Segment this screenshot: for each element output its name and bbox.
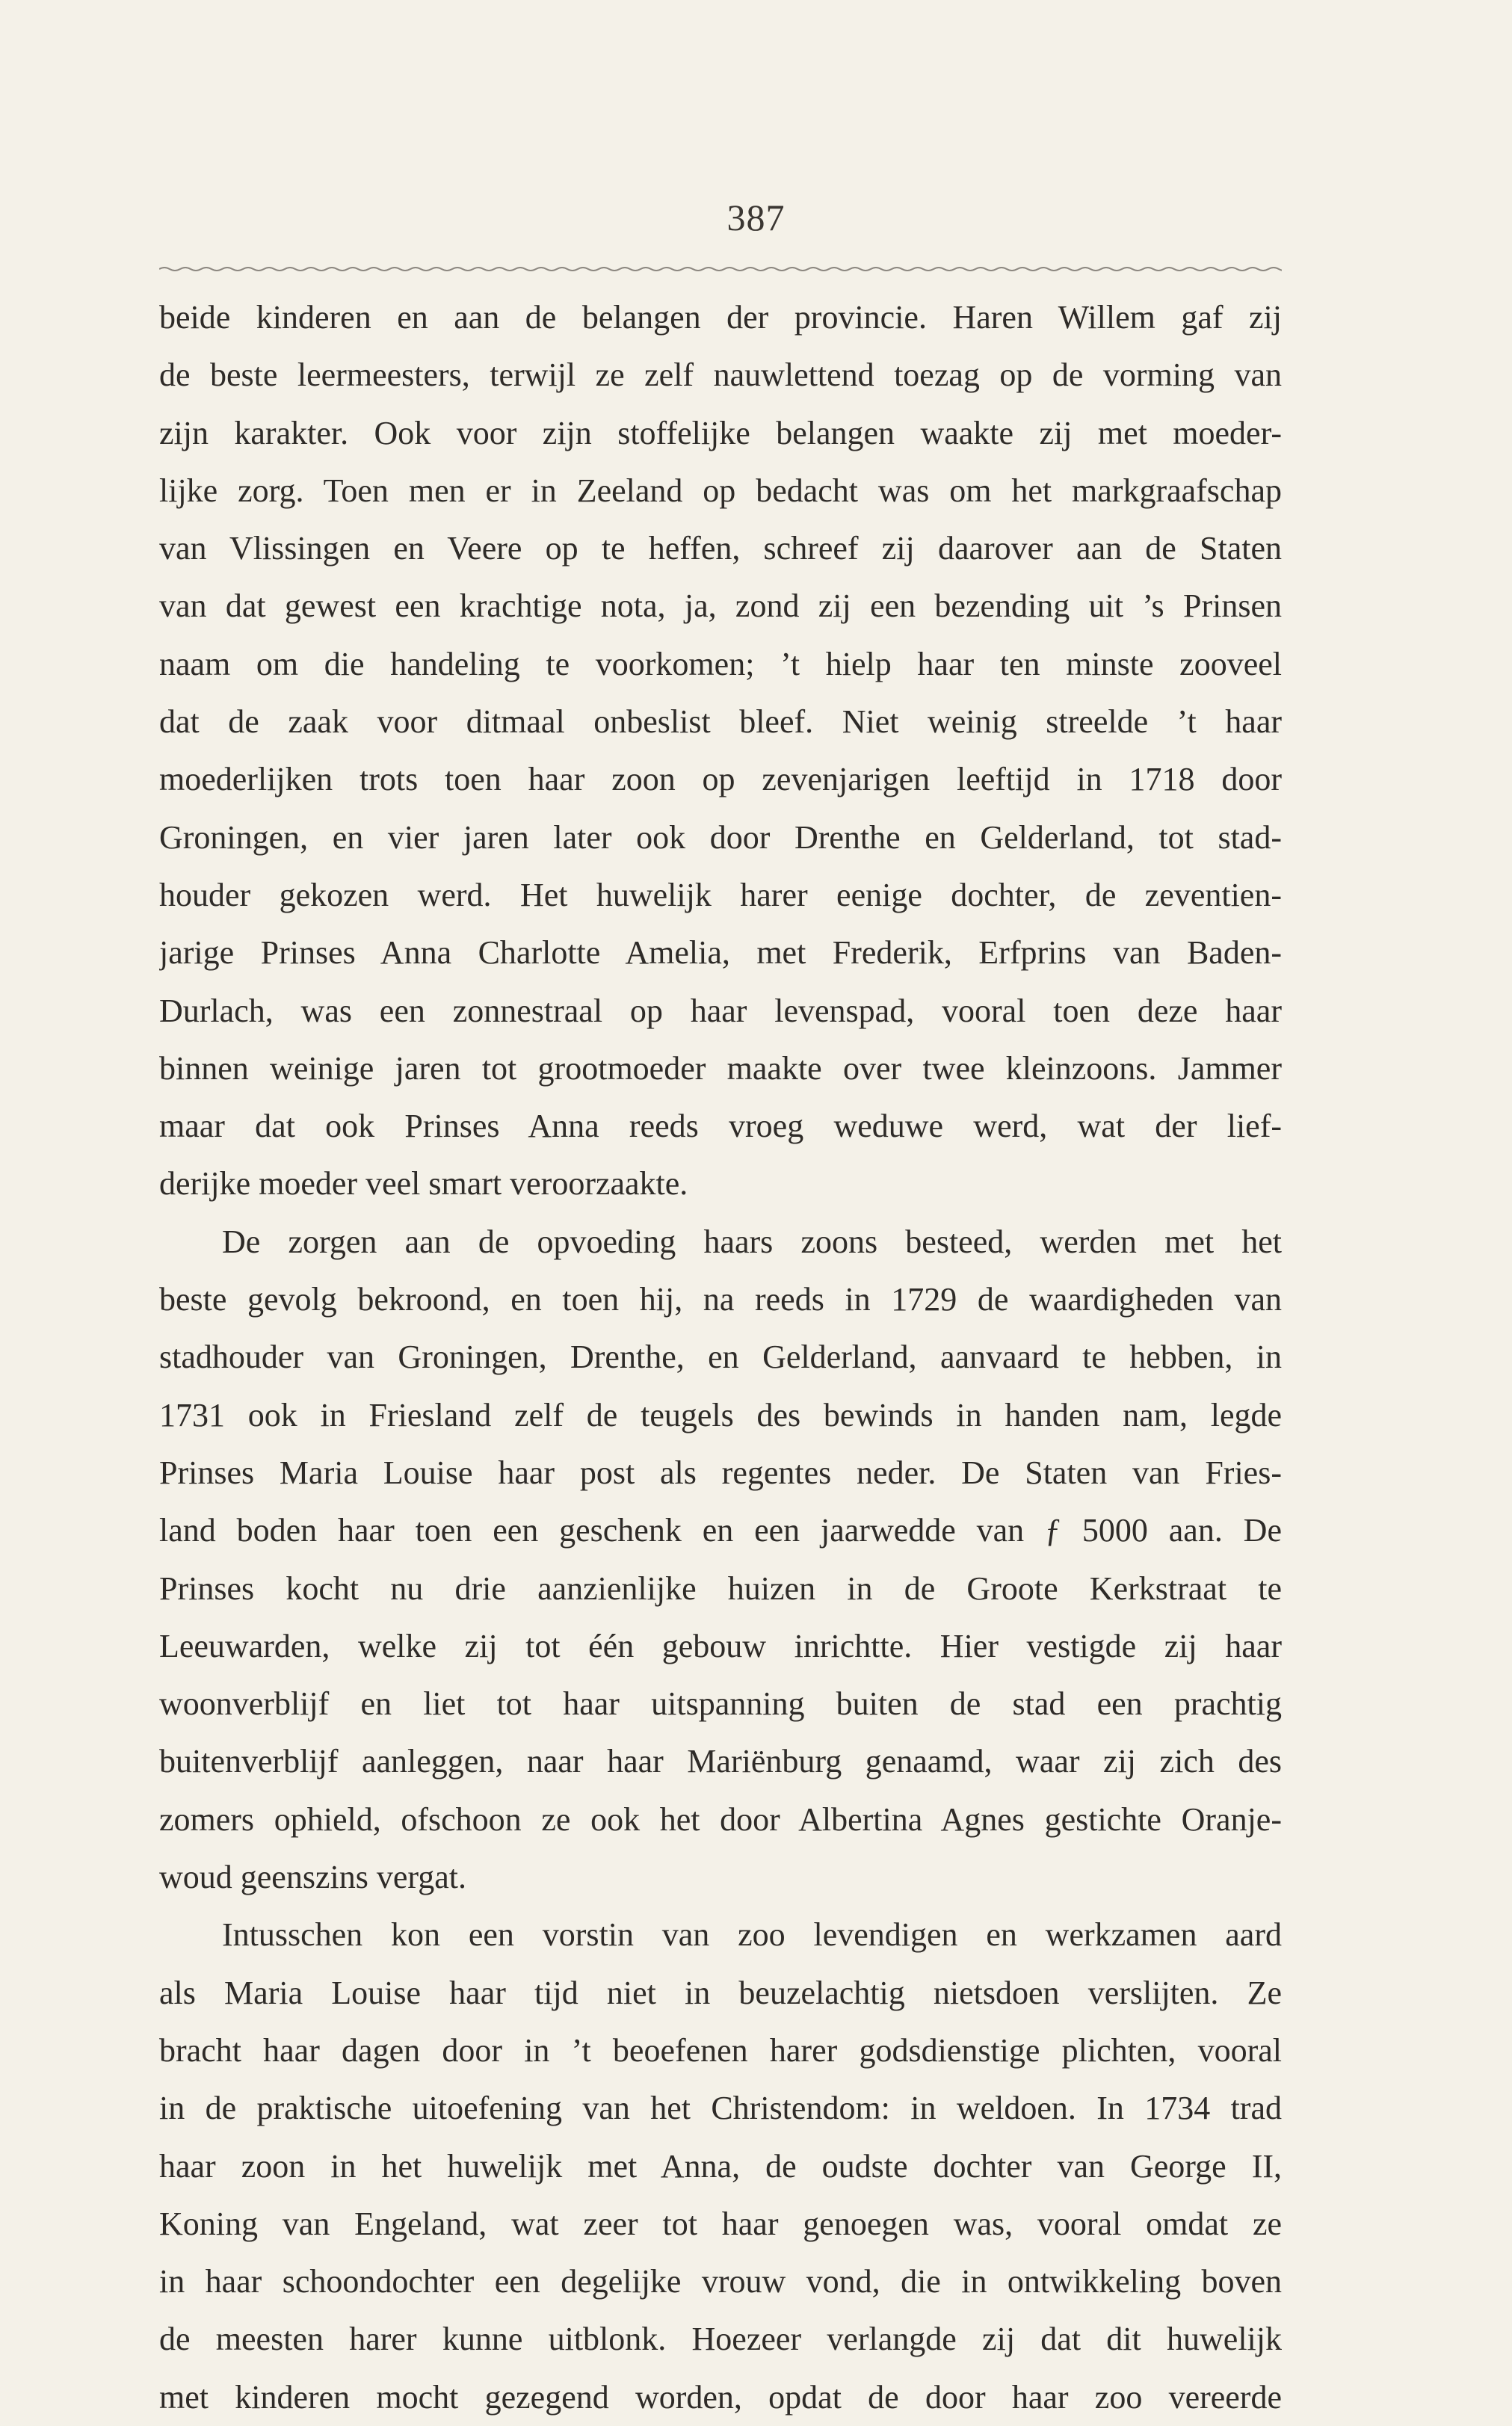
text-line: als Maria Louise haar tijd niet in beuzelachtig nietsdoen verslijten. Ze: [159, 1974, 1282, 2011]
text-line: Intusschen kon een vorstin van zoo levendigen en werkzamen aard: [222, 1916, 1282, 1954]
text-line: van dat gewest een krachtige nota, ja, zond zij een bezending uit ’s Prinsen: [159, 587, 1282, 625]
page-number: 387: [726, 197, 786, 238]
text-line: beide kinderen en aan de belangen der provincie. Haren Willem gaf zij: [159, 299, 1282, 336]
decorative-wavy-rule: [159, 263, 1282, 275]
text-line: haar zoon in het huwelijk met Anna, de oudste dochter van George II,: [159, 2147, 1282, 2185]
text-line: Koning van Engeland, wat zeer tot haar genoegen was, vooral omdat ze: [159, 2205, 1282, 2242]
text-line: dat de zaak voor ditmaal onbeslist bleef. Niet weinig streelde ’t haar: [159, 703, 1282, 741]
text-line: jarige Prinses Anna Charlotte Amelia, met Frederik, Erfprins van Baden-: [159, 934, 1282, 972]
text-line: Prinses Maria Louise haar post als regentes neder. De Staten van Fries-: [159, 1454, 1282, 1491]
text-line: land boden haar toen een geschenk en een jaarwedde van ƒ 5000 aan. De: [159, 1512, 1282, 1549]
text-line: in de praktische uitoefening van het Christendom: in weldoen. In 1734 trad: [159, 2090, 1282, 2127]
text-line: zijn karakter. Ook voor zijn stoffelijke belangen waakte zij met moeder-: [159, 414, 1282, 451]
text-line: woud geenszins vergat.: [159, 1859, 466, 1896]
text-line: Leeuwarden, welke zij tot één gebouw inrichtte. Hier vestigde zij haar: [159, 1627, 1282, 1664]
text-line: in haar schoondochter een degelijke vrouw vond, die in ontwikkeling boven: [159, 2263, 1282, 2300]
text-line: woonverblijf en liet tot haar uitspanning buiten de stad een prachtig: [159, 1685, 1282, 1723]
text-line: Durlach, was een zonnestraal op haar levenspad, vooral toen deze haar: [159, 992, 1282, 1029]
text-line: moederlijken trots toen haar zoon op zevenjarigen leeftijd in 1718 door: [159, 761, 1282, 798]
text-line: stadhouder van Groningen, Drenthe, en Gelderland, aanvaard te hebben, in: [159, 1339, 1282, 1376]
text-line: Groningen, en vier jaren later ook door Drenthe en Gelderland, tot stad-: [159, 818, 1282, 856]
text-line: de meesten harer kunne uitblonk. Hoezeer verlangde zij dat dit huwelijk: [159, 2321, 1282, 2358]
body-text: [159, 288, 1282, 2426]
text-line: maar dat ook Prinses Anna reeds vroeg weduwe werd, wat der lief-: [159, 1108, 1282, 1145]
text-line: De zorgen aan de opvoeding haars zoons besteed, werden met het: [222, 1223, 1282, 1260]
text-line: binnen weinige jaren tot grootmoeder maakte over twee kleinzoons. Jammer: [159, 1049, 1282, 1087]
text-line: lijke zorg. Toen men er in Zeeland op bedacht was om het markgraafschap: [159, 472, 1282, 509]
text-line: houder gekozen werd. Het huwelijk harer eenige dochter, de zeventien-: [159, 876, 1282, 913]
text-line: met kinderen mocht gezegend worden, opdat de door haar zoo vereerde: [159, 2378, 1282, 2416]
text-line: zomers ophield, ofschoon ze ook het door Albertina Agnes gestichte Oranje-: [159, 1800, 1282, 1838]
text-line: bracht haar dagen door in ’t beoefenen harer godsdienstige plichten, vooral: [159, 2031, 1282, 2069]
text-line: derijke moeder veel smart veroorzaakte.: [159, 1165, 688, 1203]
text-line: buitenverblijf aanleggen, naar haar Mariënburg genaamd, waar zij zich des: [159, 1743, 1282, 1780]
text-line: Prinses kocht nu drie aanzienlijke huizen in de Groote Kerkstraat te: [159, 1570, 1282, 1607]
text-line: de beste leermeesters, terwijl ze zelf nauwlettend toezag op de vorming van: [159, 357, 1282, 394]
text-line: 1731 ook in Friesland zelf de teugels des bewinds in handen nam, legde: [159, 1396, 1282, 1433]
text-line: van Vlissingen en Veere op te heffen, schreef zij daarover aan de Staten: [159, 530, 1282, 567]
text-line: beste gevolg bekroond, en toen hij, na reeds in 1729 de waardigheden van: [159, 1281, 1282, 1318]
text-line: naam om die handeling te voorkomen; ’t hielp haar ten minste zooveel: [159, 645, 1282, 682]
